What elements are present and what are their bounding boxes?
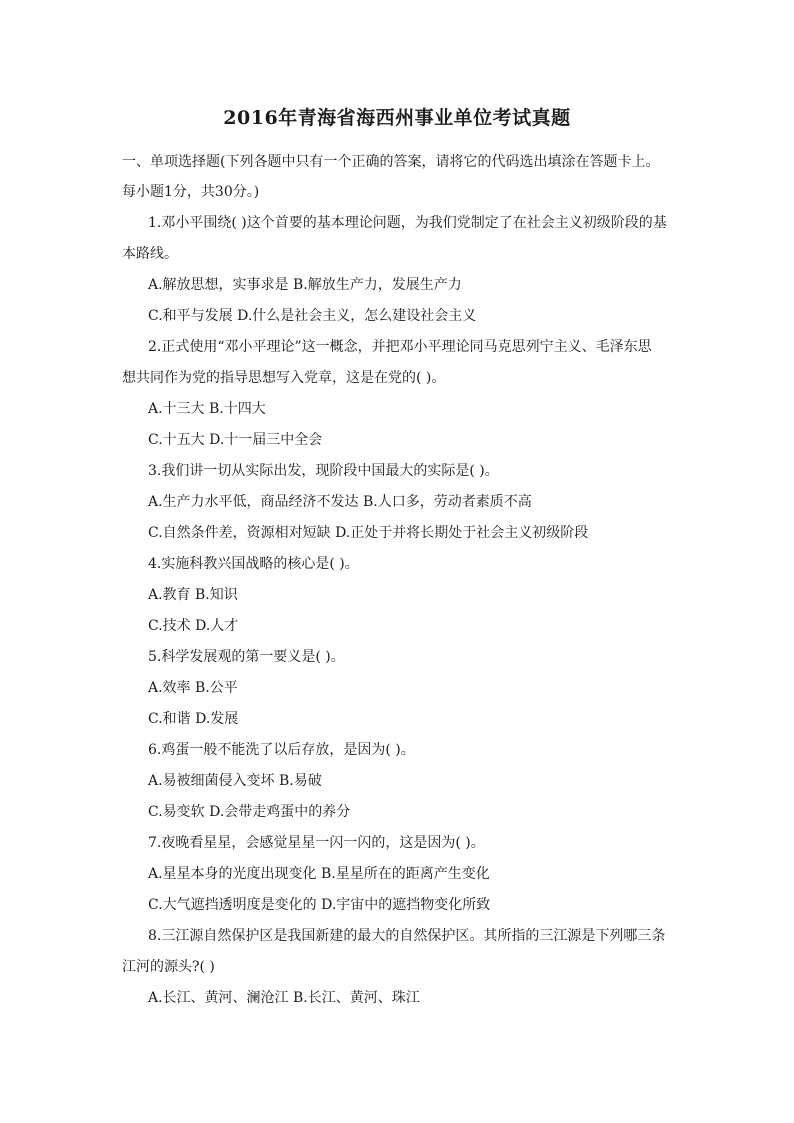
- question-3-options-ab: A.生产力水平低，商品经济不发达 B.人口多，劳动者素质不高: [148, 494, 532, 510]
- question-2-options-ab: A.十三大 B.十四大: [148, 401, 266, 417]
- question-6-line-1: 6.鸡蛋一般不能洗了以后存放，是因为( )。: [148, 742, 415, 758]
- question-1-options-ab: A.解放思想，实事求是 B.解放生产力，发展生产力: [148, 277, 462, 293]
- question-8-line-2: 江河的源头?( ): [122, 959, 215, 975]
- question-8-options-ab: A.长江、黄河、澜沧江 B.长江、黄河、珠江: [148, 990, 420, 1006]
- question-5-options-ab: A.效率 B.公平: [148, 680, 238, 696]
- question-3-options-cd: C.自然条件差，资源相对短缺 D.正处于并将长期处于社会主义初级阶段: [148, 525, 589, 541]
- question-5-options-cd: C.和谐 D.发展: [148, 711, 239, 727]
- question-4-options-cd: C.技术 D.人才: [148, 618, 239, 634]
- question-2-options-cd: C.十五大 D.十一届三中全会: [148, 432, 323, 448]
- question-2-line-1: 2.正式使用“邓小平理论”这一概念，并把邓小平理论同马克思列宁主义、毛泽东思: [148, 339, 652, 355]
- question-1-options-cd: C.和平与发展 D.什么是社会主义，怎么建设社会主义: [148, 308, 477, 324]
- question-1-line-2: 本路线。: [122, 246, 178, 262]
- question-4-line-1: 4.实施科教兴国战略的核心是( )。: [148, 556, 359, 572]
- question-2-line-2: 想共同作为党的指导思想写入党章，这是在党的( )。: [122, 370, 446, 386]
- question-3-line-1: 3.我们讲一切从实际出发，现阶段中国最大的实际是( )。: [148, 463, 499, 479]
- question-8-line-1: 8.三江源自然保护区是我国新建的最大的自然保护区。其所指的三江源是下列哪三条: [148, 928, 666, 944]
- question-1-line-1: 1.邓小平围绕( )这个首要的基本理论问题，为我们党制定了在社会主义初级阶段的基: [148, 215, 667, 231]
- section-intro-line-2: 每小题1分，共30分。): [122, 184, 260, 200]
- question-7-line-1: 7.夜晚看星星，会感觉星星一闪一闪的，这是因为( )。: [148, 835, 485, 851]
- question-4-options-ab: A.教育 B.知识: [148, 587, 238, 603]
- question-7-options-cd: C.大气遮挡透明度是变化的 D.宇宙中的遮挡物变化所致: [148, 897, 491, 913]
- page-title: 2016年青海省海西州事业单位考试真题: [223, 107, 571, 129]
- question-5-line-1: 5.科学发展观的第一要义是( )。: [148, 649, 345, 665]
- question-6-options-ab: A.易被细菌侵入变坏 B.易破: [148, 773, 322, 789]
- question-7-options-ab: A.星星本身的光度出现变化 B.星星所在的距离产生变化: [148, 866, 490, 882]
- question-6-options-cd: C.易变软 D.会带走鸡蛋中的养分: [148, 804, 351, 820]
- section-intro-line-1: 一、单项选择题(下列各题中只有一个正确的答案，请将它的代码选出填涂在答题卡上。: [122, 154, 660, 170]
